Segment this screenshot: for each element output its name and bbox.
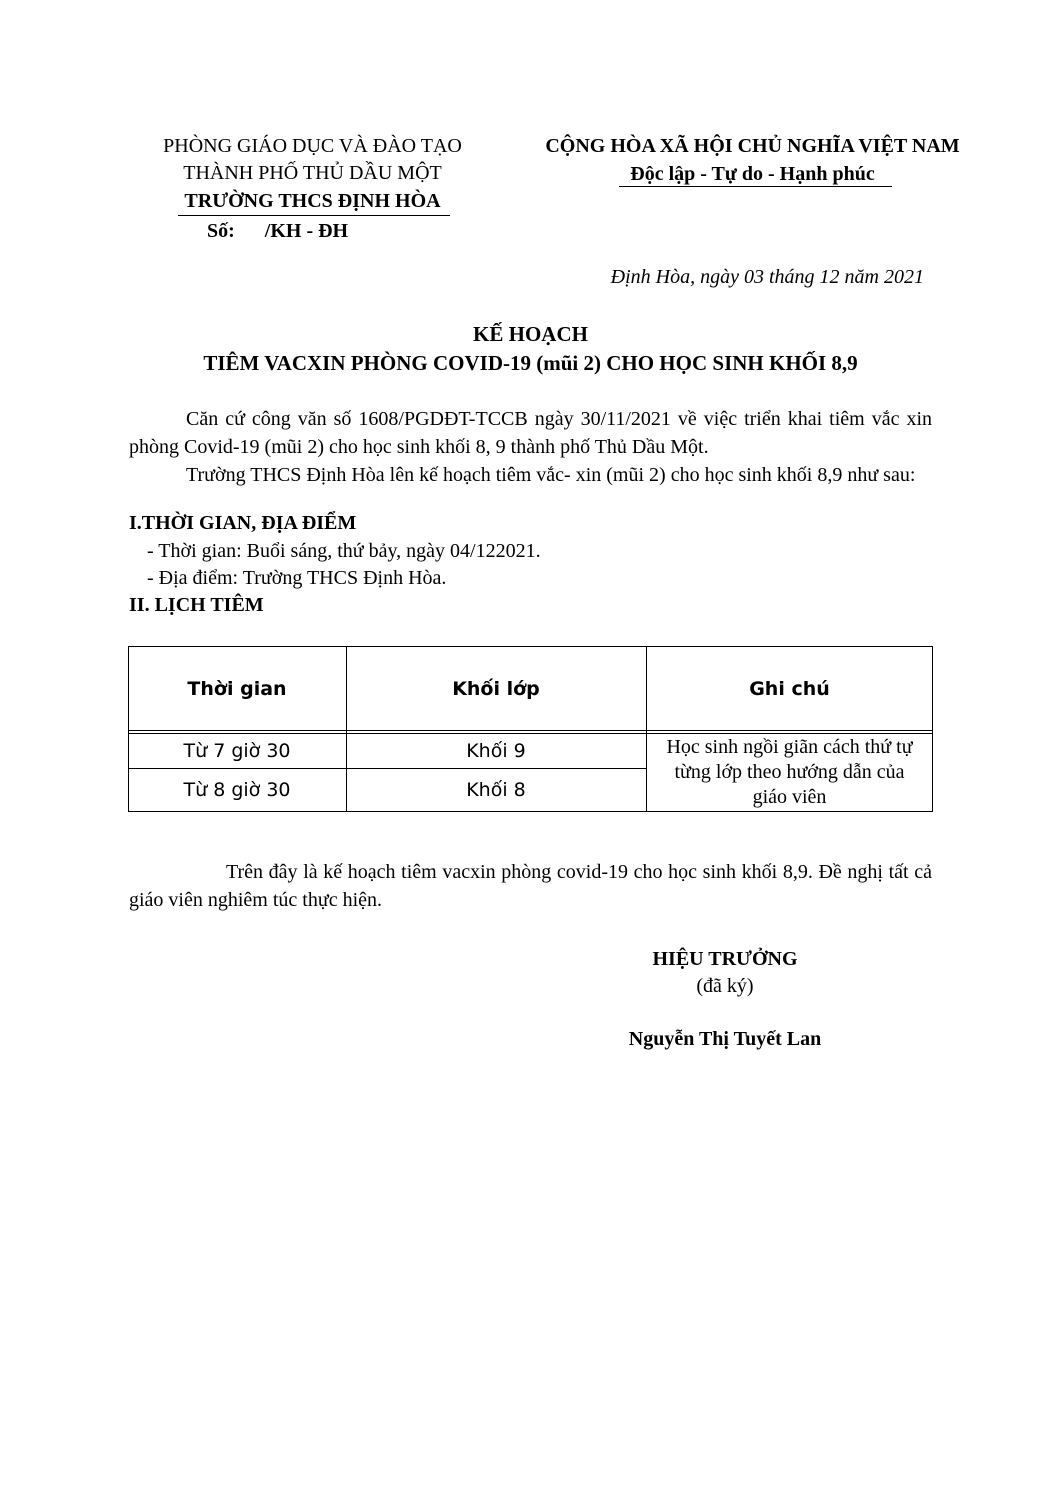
document-date: Định Hòa, ngày 03 tháng 12 năm 2021 [610, 266, 924, 288]
table-row-2-time: Từ 8 giờ 30 [183, 779, 291, 801]
intro-paragraph-1: Căn cứ công văn số 1608/PGDĐT-TCCB ngày 30/11/2021 về việc triển khai tiêm vắc xin phòng Covid-19 (mũi 2) cho học sinh khối 8, 9 thành phố Thủ Dầu Một. [129, 408, 932, 458]
school-name: TRƯỜNG THCS ĐỊNH HÒA [184, 190, 441, 212]
nation-title: CỘNG HÒA XÃ HỘI CHỦ NGHĨA VIỆT NAM [545, 135, 960, 157]
table-header-grade: Khối lớp [452, 677, 540, 700]
table-row-1-grade: Khối 9 [466, 740, 526, 762]
signature-title: HIỆU TRƯỞNG [652, 948, 798, 970]
table-border-bottom [128, 811, 933, 812]
table-row-1-time: Từ 7 giờ 30 [183, 740, 291, 762]
department-name: PHÒNG GIÁO DỤC VÀ ĐÀO TẠO [163, 135, 462, 157]
signer-name: Nguyễn Thị Tuyết Lan [628, 1028, 822, 1050]
city-name: THÀNH PHỐ THỦ DẦU MỘT [183, 162, 442, 184]
motto-underline [619, 186, 892, 187]
school-underline [178, 215, 450, 216]
document-title: KẾ HOẠCH [473, 322, 588, 346]
section-2-heading: II. LỊCH TIÊM [129, 594, 264, 616]
nation-motto: Độc lập - Tự do - Hạnh phúc [630, 163, 875, 185]
table-header-time: Thời gian [187, 677, 287, 700]
place-item: - Địa điểm: Trường THCS Định Hòa. [147, 567, 447, 589]
intro-paragraph-2: Trường THCS Định Hòa lên kế hoạch tiêm vắc- xin (mũi 2) cho học sinh khối 8,9 như sau: [186, 464, 916, 486]
table-header-note: Ghi chú [749, 677, 830, 700]
document-subtitle: TIÊM VACXIN PHÒNG COVID-19 (mũi 2) CHO HỌC SINH KHỐI 8,9 [203, 351, 858, 375]
schedule-table [128, 646, 933, 812]
table-row-2-grade: Khối 8 [466, 779, 526, 801]
signature-status: (đã ký) [696, 975, 754, 997]
time-item: - Thời gian: Buổi sáng, thứ bảy, ngày 04/122021. [147, 540, 541, 562]
section-1-heading: I.THỜI GIAN, ĐỊA ĐIỂM [129, 512, 357, 534]
closing-paragraph: Trên đây là kế hoạch tiêm vacxin phòng covid-19 cho học sinh khối 8,9. Đề nghị tất cả giáo viên nghiêm túc thực hiện. [129, 861, 932, 911]
table-note-cell: Học sinh ngồi giãn cách thứ tự từng lớp theo hướng dẫn của giáo viên [666, 736, 913, 808]
document-number: Số: /KH - ĐH [207, 220, 349, 242]
